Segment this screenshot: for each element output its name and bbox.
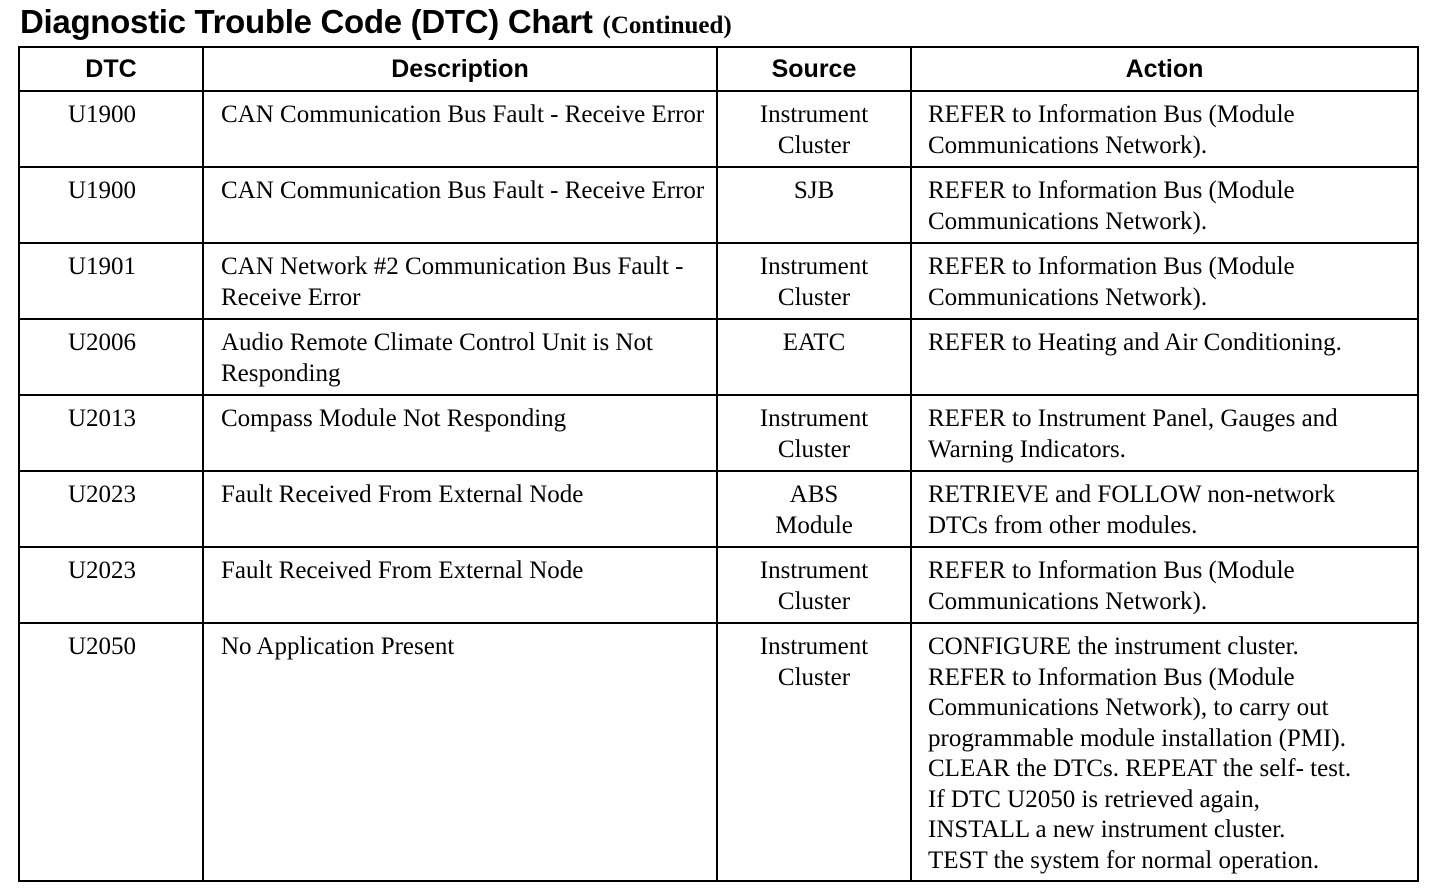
action-line: Communications Network). — [928, 131, 1208, 159]
cell-dtc-code: U2013 — [19, 395, 203, 471]
table-row — [19, 623, 1418, 881]
cell-description: CAN Communication Bus Fault - Receive Error — [203, 167, 717, 243]
table-body — [19, 91, 1418, 881]
cell-source — [717, 623, 911, 881]
action-line: Communications Network). — [928, 207, 1208, 235]
action-line: If DTC U2050 is retrieved again, — [928, 785, 1260, 813]
column-header-action: Action — [911, 47, 1418, 91]
cell-action — [911, 319, 1418, 395]
source-text: Instrument Cluster — [759, 101, 869, 159]
source-text: SJB — [793, 177, 835, 204]
cell-dtc-code: U2006 — [19, 319, 203, 395]
column-header-source: Source — [717, 47, 911, 91]
cell-source — [717, 547, 911, 623]
table-row — [19, 471, 1418, 547]
page-title — [20, 2, 732, 42]
table-row — [19, 395, 1418, 471]
source-text: Instrument Cluster — [759, 253, 869, 311]
cell-description: Compass Module Not Responding — [203, 395, 717, 471]
action-line: RETRIEVE and FOLLOW non-network — [928, 481, 1336, 508]
cell-dtc-code: U1901 — [19, 243, 203, 319]
cell-action — [911, 623, 1418, 881]
action-line: Warning Indicators. — [928, 435, 1126, 463]
cell-description: Fault Received From External Node — [203, 547, 717, 623]
cell-source — [717, 395, 911, 471]
cell-dtc-code: U2023 — [19, 471, 203, 547]
cell-dtc-code: U2023 — [19, 547, 203, 623]
table-row — [19, 319, 1418, 395]
cell-description: Fault Received From External Node — [203, 471, 717, 547]
source-text: EATC — [782, 329, 846, 356]
column-header-description: Description — [203, 47, 717, 91]
table-row — [19, 547, 1418, 623]
cell-dtc-code: U1900 — [19, 167, 203, 243]
source-text: ABS Module — [775, 481, 853, 539]
cell-action — [911, 547, 1418, 623]
cell-dtc-code: U2050 — [19, 623, 203, 881]
action-line: REFER to Information Bus (Module — [928, 663, 1295, 691]
cell-description: No Application Present — [203, 623, 717, 881]
action-line: TEST the system for normal operation. — [928, 846, 1320, 874]
cell-description: CAN Communication Bus Fault - Receive Error — [203, 91, 717, 167]
cell-source — [717, 91, 911, 167]
action-line: Communications Network), to carry out — [928, 694, 1329, 721]
cell-dtc-code: U1900 — [19, 91, 203, 167]
column-header-dtc: DTC — [19, 47, 203, 91]
cell-action — [911, 167, 1418, 243]
cell-source — [717, 471, 911, 547]
source-text: Instrument Cluster — [759, 405, 869, 463]
action-line: Communications Network). — [928, 283, 1208, 311]
cell-source — [717, 167, 911, 243]
source-text: Instrument Cluster — [759, 557, 869, 615]
title-main: Diagnostic Trouble Code (DTC) Chart — [20, 3, 593, 40]
cell-description: CAN Network #2 Communication Bus Fault - Receive Error — [203, 243, 717, 319]
cell-source — [717, 319, 911, 395]
cell-action — [911, 243, 1418, 319]
action-line: REFER to Heating and Air Conditioning. — [928, 329, 1342, 356]
title-continued: (Continued) — [602, 12, 732, 39]
action-line: REFER to Instrument Panel, Gauges and — [928, 405, 1338, 432]
action-line: REFER to Information Bus (Module — [928, 557, 1295, 584]
action-line: REFER to Information Bus (Module — [928, 177, 1295, 204]
table-row — [19, 91, 1418, 167]
cell-description: Audio Remote Climate Control Unit is Not Responding — [203, 319, 717, 395]
cell-source — [717, 243, 911, 319]
source-text: Instrument Cluster — [759, 633, 869, 691]
cell-action — [911, 471, 1418, 547]
action-line: programmable module installation (PMI). — [928, 724, 1346, 752]
dtc-table — [18, 46, 1419, 882]
action-line: CONFIGURE the instrument cluster. — [928, 633, 1299, 660]
action-line: REFER to Information Bus (Module — [928, 253, 1295, 280]
table-row — [19, 167, 1418, 243]
action-line: REFER to Information Bus (Module — [928, 101, 1295, 128]
header-row — [19, 47, 1418, 91]
action-line: CLEAR the DTCs. REPEAT the self- test. — [928, 755, 1352, 782]
cell-action — [911, 395, 1418, 471]
cell-action — [911, 91, 1418, 167]
action-line: Communications Network). — [928, 587, 1208, 615]
action-line: INSTALL a new instrument cluster. — [928, 816, 1286, 843]
table-row — [19, 243, 1418, 319]
action-line: DTCs from other modules. — [928, 511, 1198, 539]
